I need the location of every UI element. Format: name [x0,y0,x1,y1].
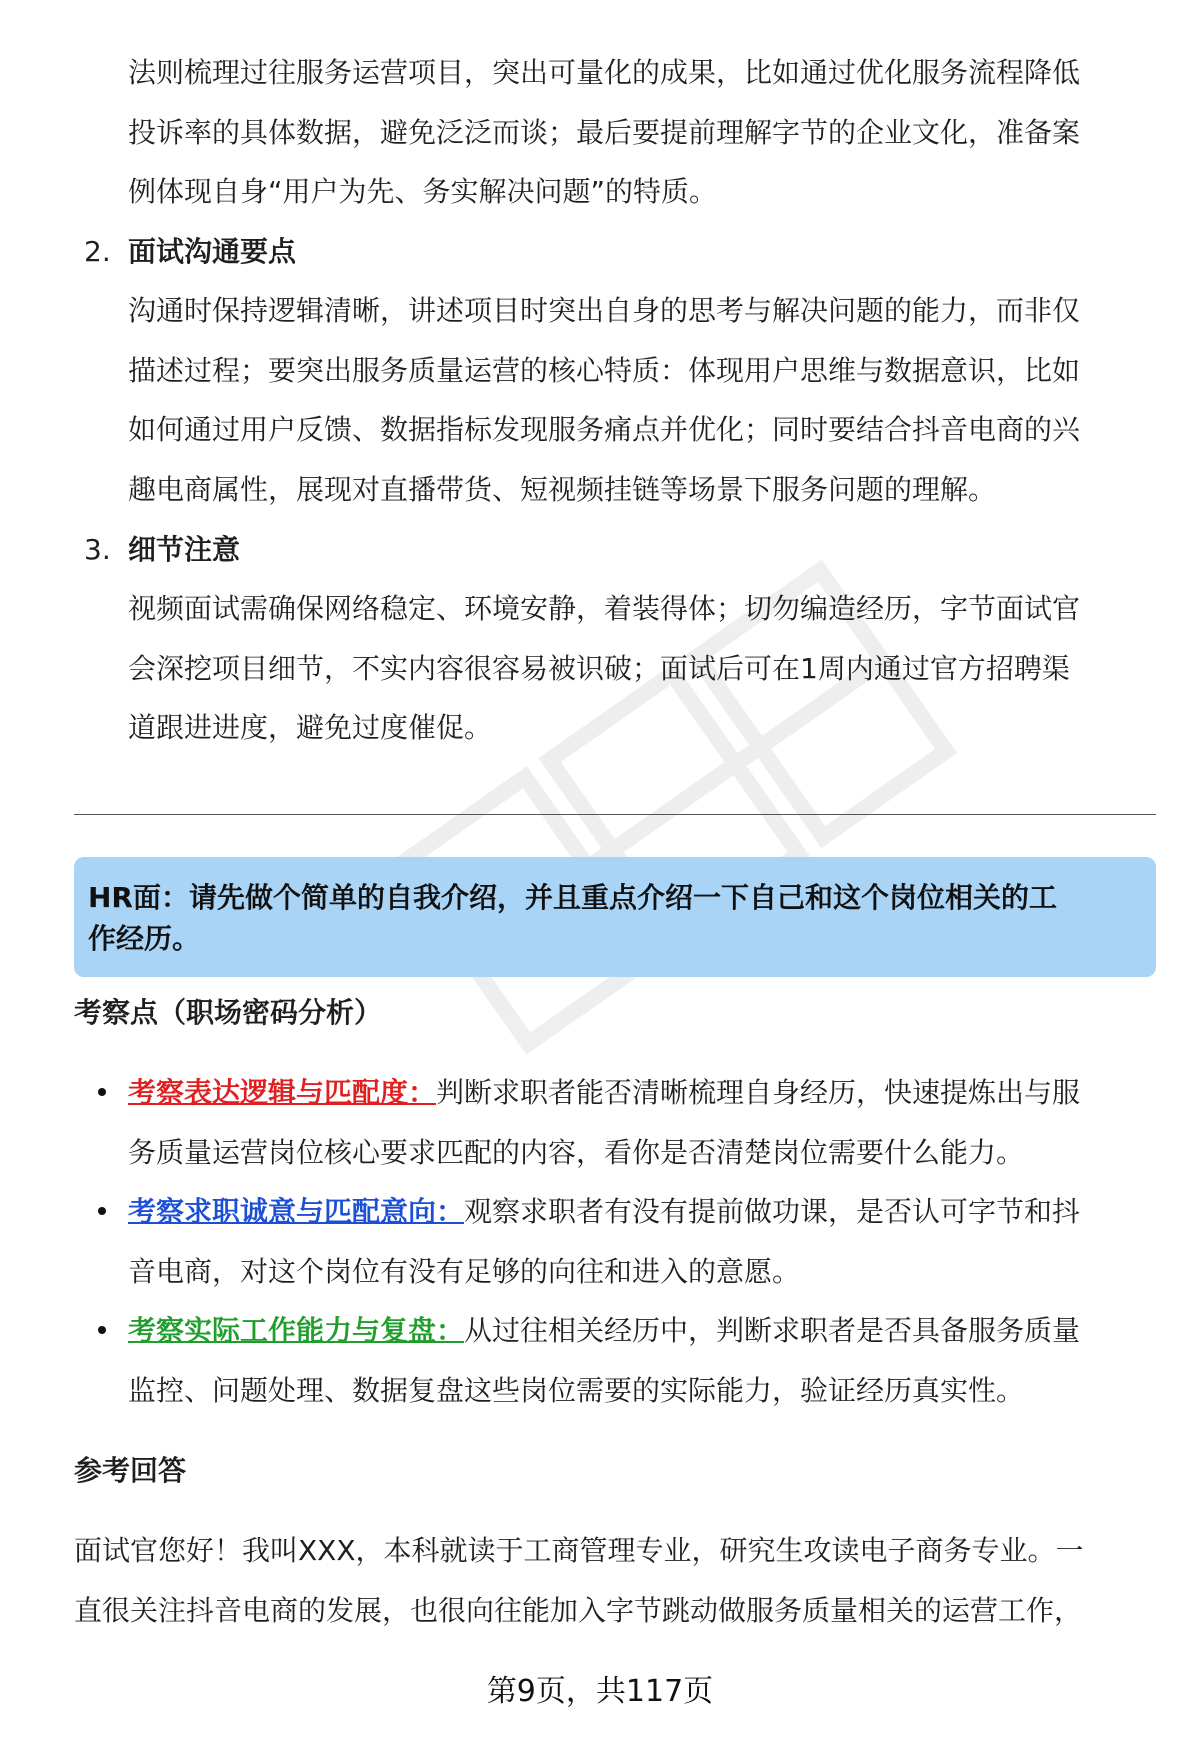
point-text: 从过往相关经历中，判断求职者是否具备服务质量 [464,1314,1081,1347]
point-text: 监控、问题处理、数据复盘这些岗位需要的实际能力，验证经历真实性。 [128,1373,1025,1407]
text-line: 投诉率的具体数据，避免泛泛而谈；最后要提前理解字节的企业文化，准备案 [128,115,1081,149]
list-item-heading [84,520,240,580]
text-line: 会深挖项目细节，不实内容很容易被识破；面试后可在1周内通过官方招聘渠 [128,651,1070,685]
text-line: 直很关注抖音电商的发展，也很向往能加入字节跳动做服务质量相关的运营工作， [74,1594,1083,1627]
question-box [74,857,1156,977]
text-line: 法则梳理过往服务运营项目，突出可量化的成果，比如通过优化服务流程降低 [128,56,1081,89]
list-item-body [128,281,1148,519]
point-text: 务质量运营岗位核心要求匹配的内容，看你是否清楚岗位需要什么能力。 [128,1135,1025,1169]
list-title: 细节注意 [128,533,241,566]
text-line: 沟通时保持逻辑清晰，讲述项目时突出自身的思考与解决问题的能力，而非仅 [128,294,1081,327]
list-number: 3. [84,533,111,566]
text-line: 如何通过用户反馈、数据指标发现服务痛点并优化；同时要结合抖音电商的兴 [128,413,1081,446]
analysis-point [128,1301,1148,1420]
bullet-dot [98,1207,106,1215]
point-text: 音电商，对这个岗位有没有足够的向往和进入的意愿。 [128,1254,801,1288]
reference-title: 参考回答 [74,1454,187,1487]
point-label: 考察求职诚意与匹配意向： [128,1195,465,1228]
reference-answer [74,1521,1156,1641]
text-line: 道跟进进度，避免过度催促。 [128,711,493,744]
text-line: 例体现自身“用户为先、务实解决问题”的特质。 [128,175,718,208]
list-item-heading [84,222,296,282]
list-title: 面试沟通要点 [128,235,297,268]
analysis-point [128,1182,1148,1301]
text-line: 描述过程；要突出服务质量运营的核心特质：体现用户思维与数据意识，比如 [128,353,1081,387]
text-line: HR面：请先做个简单的自我介绍，并且重点介绍一下自己和这个岗位相关的工 [88,881,1057,914]
text-line: 趣电商属性，展现对直播带货、短视频挂链等场景下服务问题的理解。 [128,472,997,506]
point-text: 观察求职者有没有提前做功课，是否认可字节和抖 [464,1195,1081,1228]
text-line: 作经历。 [88,922,201,955]
analysis-point [128,1063,1148,1182]
analysis-title: 考察点（职场密码分析） [74,996,383,1029]
list-item-body [128,579,1148,758]
question-text [88,877,1142,959]
list-number: 2. [84,235,111,268]
bullet-dot [98,1326,106,1334]
section-divider [74,814,1156,815]
point-text: 判断求职者能否清晰梳理自身经历，快速提炼出与服 [436,1076,1081,1109]
text-line: 面试官您好！我叫XXX，本科就读于工商管理专业，研究生攻读电子商务专业。一 [74,1534,1084,1567]
intro-paragraph [128,43,1148,222]
bullet-dot [98,1088,106,1096]
point-label: 考察实际工作能力与复盘： [128,1314,465,1347]
text-line: 视频面试需确保网络稳定、环境安静，着装得体；切勿编造经历，字节面试官 [128,592,1081,625]
page-number: 第9页，共117页 [486,1674,714,1709]
point-label: 考察表达逻辑与匹配度： [128,1076,437,1109]
